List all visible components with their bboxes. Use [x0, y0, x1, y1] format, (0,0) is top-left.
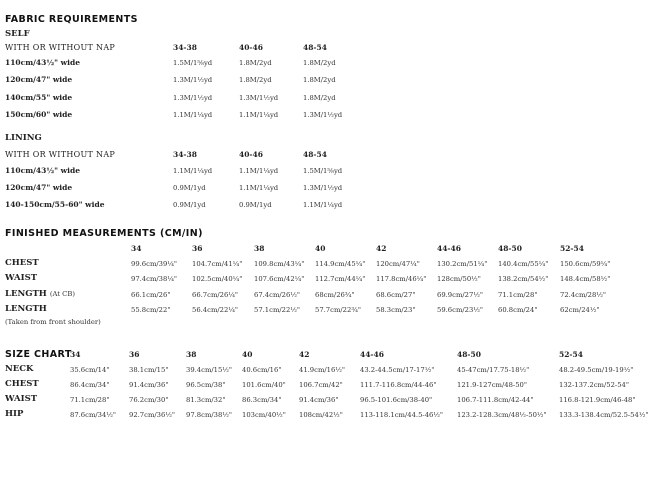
self-row-label: 110cm/43½" wide	[5, 58, 80, 67]
sizechart-size-header: 42	[299, 350, 310, 359]
sizechart-cell: 35.6cm/14"	[70, 366, 110, 374]
finished-cell: 112.7cm/44¼"	[315, 275, 366, 283]
lining-size-header: 34-38	[173, 150, 197, 159]
finished-cell: 148.4cm/58½"	[560, 275, 611, 283]
self-heading: SELF	[5, 29, 30, 39]
size-chart-title: SIZE CHART	[5, 349, 72, 360]
self-size-header: 40-46	[239, 43, 263, 52]
finished-row-note: (At CB)	[49, 290, 75, 298]
finished-cell: 99.6cm/39¼"	[131, 260, 178, 268]
sizechart-cell: 48.2-49.5cm/19-19½"	[559, 366, 634, 374]
finished-cell: 120cm/47¼"	[376, 260, 420, 268]
self-row-value: 1.5M/1⅝yd	[173, 59, 213, 67]
self-row-value: 1.8M/2yd	[303, 76, 336, 84]
finished-cell: 55.8cm/22"	[131, 306, 171, 314]
sizechart-cell: 106.7-111.8cm/42-44"	[457, 396, 534, 404]
finished-cell: 56.4cm/22¼"	[192, 306, 239, 314]
sizechart-cell: 86.4cm/34"	[70, 381, 110, 389]
sizechart-cell: 111.7-116.8cm/44-46"	[360, 381, 437, 389]
finished-cell: 58.3cm/23"	[376, 306, 416, 314]
sizechart-cell: 96.5-101.6cm/38-40"	[360, 396, 433, 404]
finished-cell: 140.4cm/55¼"	[498, 260, 549, 268]
lining-row-value: 1.1M/1¼yd	[239, 184, 279, 192]
finished-row-label: LENGTH	[5, 289, 47, 299]
finished-cell: 69.9cm/27½"	[437, 291, 484, 299]
finished-cell: 97.4cm/38¼"	[131, 275, 178, 283]
sizechart-cell: 76.2cm/30"	[129, 396, 169, 404]
lining-row-value: 0.9M/1yd	[239, 201, 272, 209]
sizechart-cell: 43.2-44.5cm/17-17½"	[360, 366, 435, 374]
fabric-requirements-title: FABRIC REQUIREMENTS	[5, 14, 138, 25]
finished-size-header: 48-50	[498, 244, 522, 253]
sizechart-cell: 45-47cm/17.75-18½"	[457, 366, 530, 374]
sizechart-cell: 108cm/42½"	[299, 411, 343, 419]
sizechart-row-label: HIP	[5, 409, 24, 419]
sizechart-size-header: 44-46	[360, 350, 384, 359]
finished-cell: 114.9cm/45¼"	[315, 260, 366, 268]
self-row-value: 1.3M/1½yd	[173, 76, 213, 84]
sizechart-cell: 103cm/40½"	[242, 411, 286, 419]
finished-cell: 104.7cm/41¼"	[192, 260, 243, 268]
lining-row-value: 1.1M/1¼yd	[239, 167, 279, 175]
sizechart-row-label: CHEST	[5, 379, 39, 389]
lining-row-value: 1.1M/1¼yd	[303, 201, 343, 209]
lining-heading: LINING	[5, 133, 42, 143]
finished-cell: 107.6cm/42¼"	[254, 275, 305, 283]
self-row-value: 1.3M/1½yd	[239, 94, 279, 102]
sizechart-cell: 92.7cm/36½"	[129, 411, 176, 419]
sizechart-row-label: NECK	[5, 364, 34, 374]
lining-row-value: 0.9M/1yd	[173, 201, 206, 209]
self-row-value: 1.3M/1½yd	[303, 111, 343, 119]
sizechart-size-header: 34	[70, 350, 81, 359]
self-row-label: 120cm/47" wide	[5, 75, 73, 84]
finished-cell: 128cm/50½"	[437, 275, 481, 283]
sizechart-cell: 91.4cm/36"	[299, 396, 339, 404]
sizechart-size-header: 52-54	[559, 350, 583, 359]
finished-measurements-title: FINISHED MEASUREMENTS (CM/IN)	[5, 228, 203, 239]
finished-row-length-cb	[5, 289, 75, 299]
sizechart-cell: 91.4cm/36"	[129, 381, 169, 389]
finished-cell: 66.1cm/26"	[131, 291, 171, 299]
sizechart-cell: 86.3cm/34"	[242, 396, 282, 404]
sizechart-cell: 123.2-128.3cm/48½-50½"	[457, 411, 547, 419]
sizechart-cell: 96.5cm/38"	[186, 381, 226, 389]
sizechart-row-label: WAIST	[5, 394, 38, 404]
sizechart-size-header: 48-50	[457, 350, 481, 359]
finished-cell: 138.2cm/54½"	[498, 275, 549, 283]
finished-row-label: LENGTH	[5, 304, 47, 314]
lining-row-value: 0.9M/1yd	[173, 184, 206, 192]
sizechart-cell: 40.6cm/16"	[242, 366, 282, 374]
self-row-value: 1.3M/1½yd	[173, 94, 213, 102]
lining-row-value: 1.3M/1½yd	[303, 184, 343, 192]
sizechart-size-header: 36	[129, 350, 140, 359]
finished-size-header: 40	[315, 244, 326, 253]
finished-cell: 71.1cm/28"	[498, 291, 538, 299]
sizechart-cell: 121.9-127cm/48-50"	[457, 381, 527, 389]
self-row-label: 140cm/55" wide	[5, 93, 73, 102]
sizechart-cell: 39.4cm/15½"	[186, 366, 233, 374]
finished-cell: 117.8cm/46¼"	[376, 275, 427, 283]
finished-cell: 60.8cm/24"	[498, 306, 538, 314]
self-row-value: 1.8M/2yd	[303, 94, 336, 102]
finished-cell: 57.1cm/22½"	[254, 306, 301, 314]
finished-row-label: WAIST	[5, 273, 38, 283]
self-row-value: 1.1M/1¼yd	[239, 111, 279, 119]
lining-row-value: 1.5M/1⅝yd	[303, 167, 343, 175]
finished-cell: 67.4cm/26½"	[254, 291, 301, 299]
finished-row-label: CHEST	[5, 258, 39, 268]
finished-size-header: 34	[131, 244, 142, 253]
self-row-value: 1.1M/1¼yd	[173, 111, 213, 119]
finished-cell: 130.2cm/51¼"	[437, 260, 488, 268]
lining-subheading: WITH OR WITHOUT NAP	[5, 150, 116, 159]
lining-row-label: 110cm/43½" wide	[5, 166, 80, 175]
lining-size-header: 48-54	[303, 150, 327, 159]
self-subheading: WITH OR WITHOUT NAP	[5, 43, 116, 52]
self-row-label: 150cm/60" wide	[5, 110, 73, 119]
finished-cell: 59.6cm/23½"	[437, 306, 484, 314]
sizechart-cell: 41.9cm/16½"	[299, 366, 346, 374]
sizechart-cell: 113-118.1cm/44.5-46½"	[360, 411, 444, 419]
sizechart-cell: 71.1cm/28"	[70, 396, 110, 404]
finished-row-note: (Taken from front shoulder)	[5, 318, 101, 326]
lining-size-header: 40-46	[239, 150, 263, 159]
finished-cell: 57.7cm/22¾"	[315, 306, 362, 314]
sizechart-cell: 87.6cm/34½"	[70, 411, 117, 419]
lining-row-value: 1.1M/1¼yd	[173, 167, 213, 175]
sizechart-cell: 81.3cm/32"	[186, 396, 226, 404]
finished-cell: 102.5cm/40¼"	[192, 275, 243, 283]
sizechart-cell: 116.8-121.9cm/46-48"	[559, 396, 636, 404]
sizechart-cell: 106.7cm/42"	[299, 381, 343, 389]
sizechart-size-header: 38	[186, 350, 197, 359]
self-row-value: 1.8M/2yd	[303, 59, 336, 67]
lining-row-label: 120cm/47" wide	[5, 183, 73, 192]
sizechart-cell: 97.8cm/38½"	[186, 411, 233, 419]
finished-cell: 68.6cm/27"	[376, 291, 416, 299]
sizechart-size-header: 40	[242, 350, 253, 359]
self-size-header: 48-54	[303, 43, 327, 52]
finished-size-header: 36	[192, 244, 203, 253]
self-row-value: 1.8M/2yd	[239, 76, 272, 84]
finished-cell: 72.4cm/28½"	[560, 291, 607, 299]
sizechart-cell: 101.6cm/40"	[242, 381, 286, 389]
finished-cell: 66.7cm/26¼"	[192, 291, 239, 299]
finished-cell: 68cm/26¾"	[315, 291, 355, 299]
finished-size-header: 38	[254, 244, 265, 253]
lining-row-label: 140-150cm/55-60" wide	[5, 200, 105, 209]
sizechart-cell: 38.1cm/15"	[129, 366, 169, 374]
self-size-header: 34-38	[173, 43, 197, 52]
sizechart-cell: 132-137.2cm/52-54"	[559, 381, 629, 389]
finished-cell: 150.6cm/59¼"	[560, 260, 611, 268]
finished-cell: 62cm/24½"	[560, 306, 600, 314]
finished-size-header: 42	[376, 244, 387, 253]
self-row-value: 1.8M/2yd	[239, 59, 272, 67]
finished-cell: 109.8cm/43¼"	[254, 260, 305, 268]
sizechart-cell: 133.3-138.4cm/52.5-54½"	[559, 411, 649, 419]
finished-size-header: 52-54	[560, 244, 584, 253]
finished-size-header: 44-46	[437, 244, 461, 253]
